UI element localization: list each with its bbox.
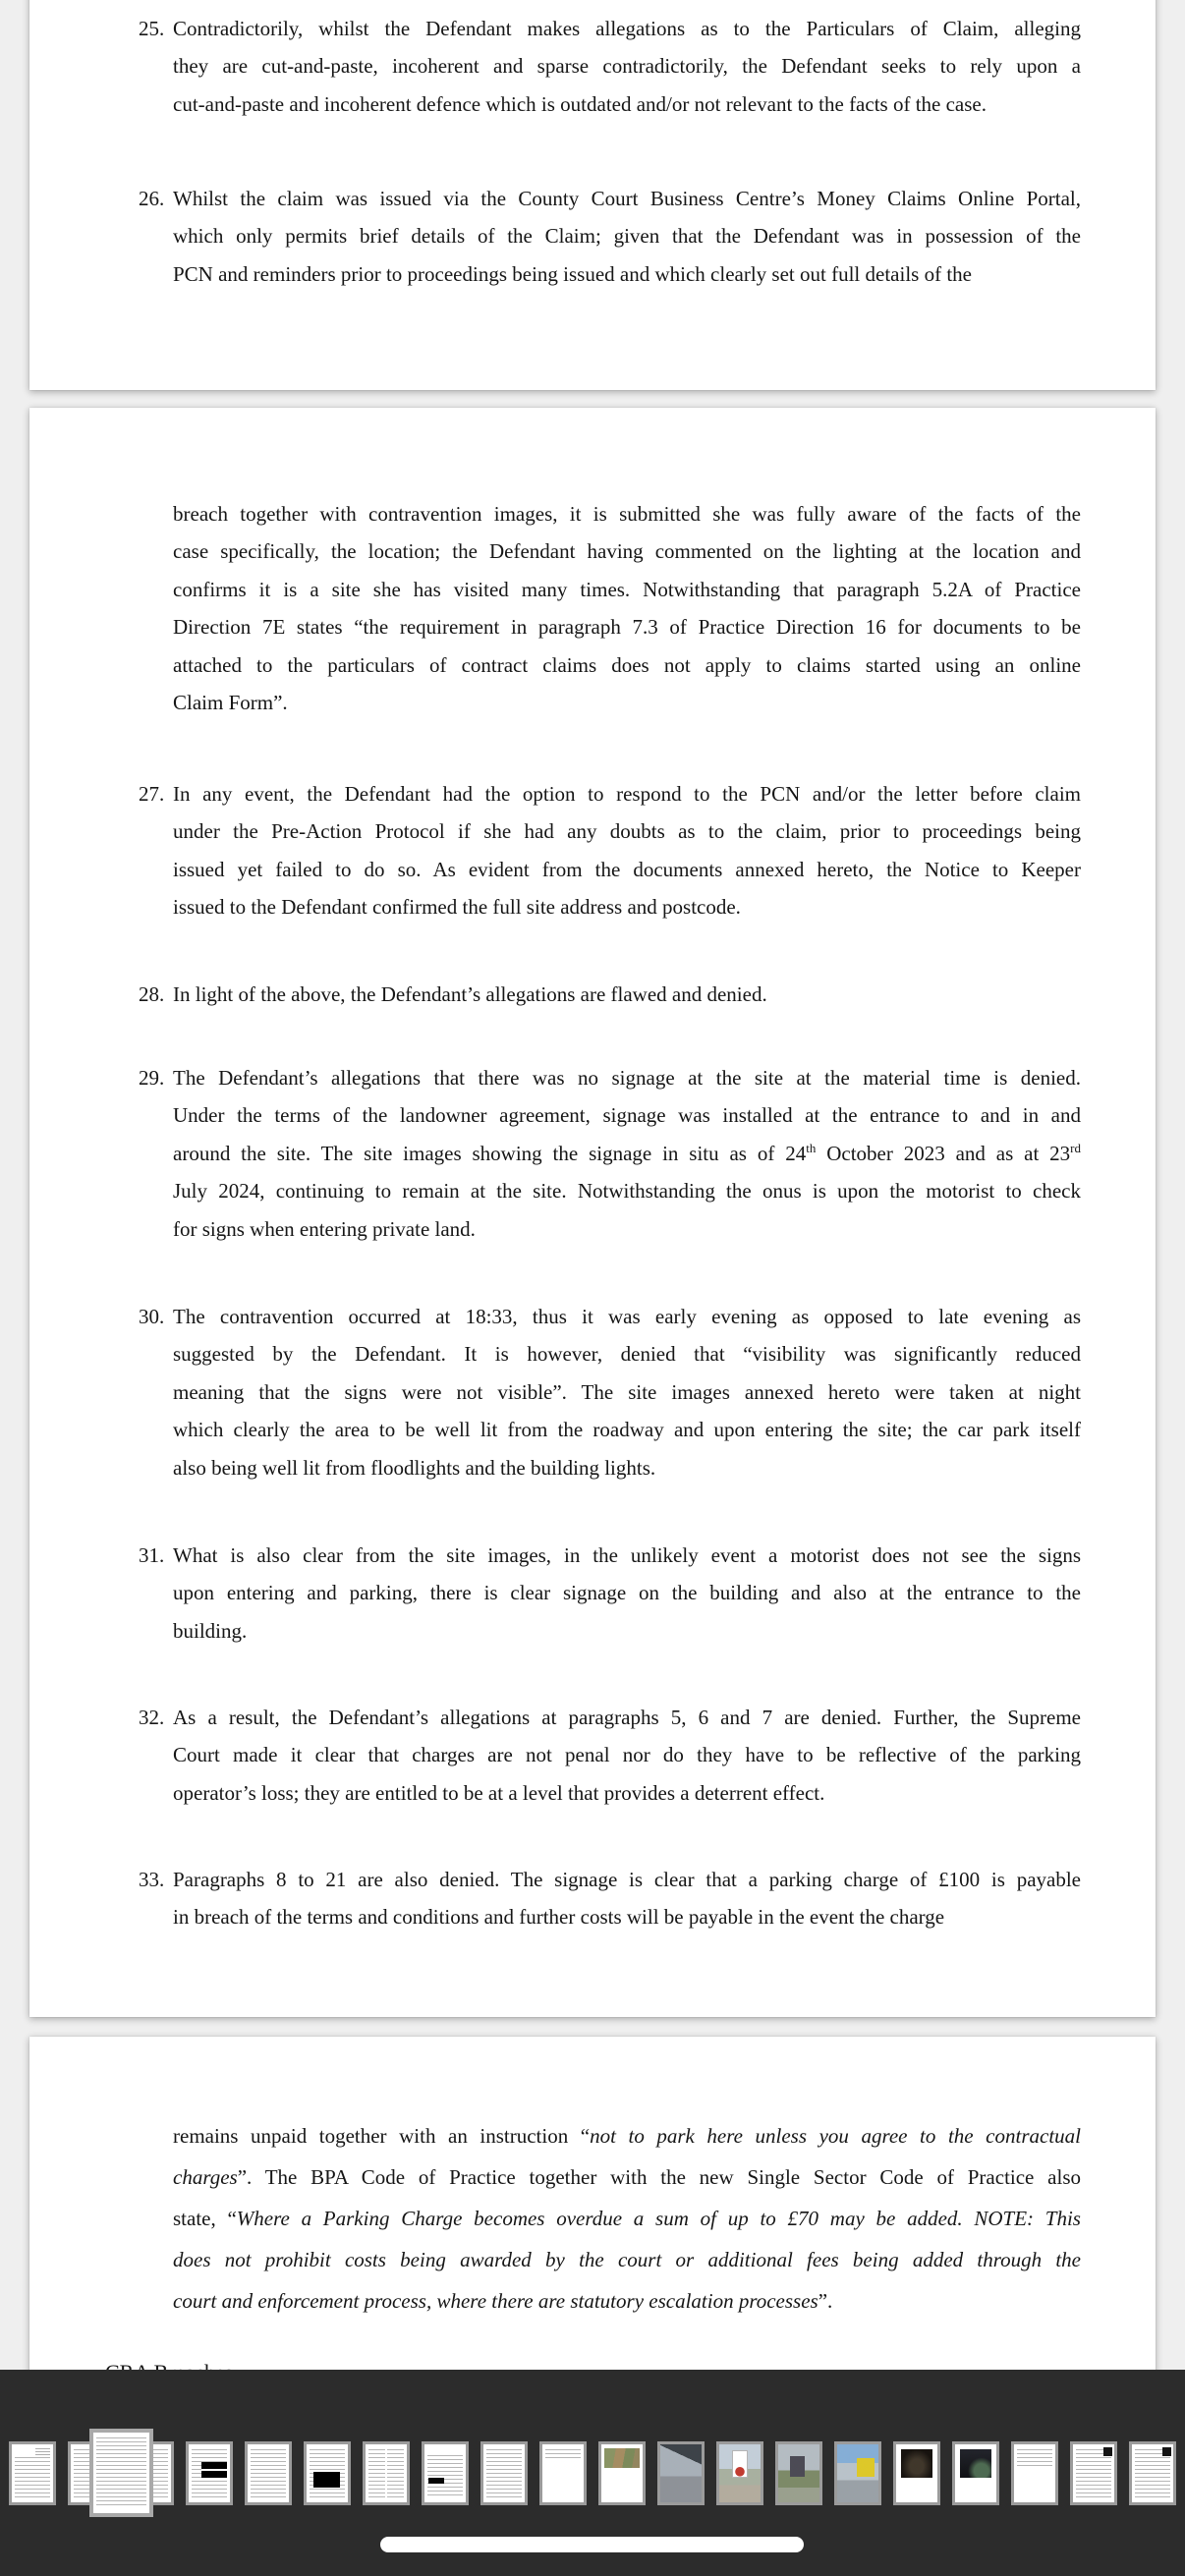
- text-line: issued yet failed to do so. As evident from the documents annexed hereto, the Notice to Keeper: [173, 857, 1081, 881]
- page-thumbnail[interactable]: [363, 2441, 410, 2505]
- thumbnail-page-preview: [12, 2444, 53, 2502]
- thumbnail-photo-preview: [896, 2444, 937, 2502]
- text-line: operator’s loss; they are entitled to be at a level that provides a deterrent effect.: [173, 1780, 825, 1805]
- text-line: they are cut-and-paste, incoherent and sparse contradictorily, the Defendant seeks to rely upon a: [173, 54, 1081, 79]
- paragraph-number: 26.: [139, 187, 165, 210]
- thumbnail-page-preview: [366, 2444, 407, 2502]
- text-line: does not prohibit costs being awarded by the court or additional fees being added through the: [173, 2248, 1081, 2271]
- text-line: In any event, the Defendant had the option to respond to the PCN and/or the letter before claim 27.: [139, 775, 1081, 812]
- text-line: which only permits brief details of the Claim; given that the Defendant was in possession of the: [173, 224, 1081, 249]
- thumbnail-page-preview: [424, 2444, 466, 2502]
- paragraph-27: [139, 775, 1081, 926]
- text-line: July 2024, continuing to remain at the site. Notwithstanding the onus is upon the motorist to check: [173, 1179, 1081, 1204]
- text-line: Claim Form”.: [173, 691, 288, 715]
- text-line: remains unpaid together with an instruction “not to park here unless you agree to the contractual: [173, 2124, 1081, 2148]
- paragraph-continuation: [139, 2115, 1081, 2322]
- text-line: suggested by the Defendant. It is however, denied that “visibility was significantly reduced: [173, 1342, 1081, 1367]
- page-thumbnail[interactable]: [598, 2441, 646, 2505]
- paragraph-29: [139, 1059, 1081, 1248]
- thumbnail-page-preview: [1132, 2444, 1173, 2502]
- page-thumbnail[interactable]: [893, 2441, 940, 2505]
- page-thumbnail[interactable]: [1129, 2441, 1176, 2505]
- page-thumbnail[interactable]: [834, 2441, 881, 2505]
- paragraph-28: [139, 976, 1081, 1013]
- text-line: meaning that the signs were not visible”. The site images annexed hereto were taken at night: [173, 1379, 1081, 1404]
- text-line: What is also clear from the site images, in the unlikely event a motorist does not see the signs 31.: [139, 1537, 1081, 1574]
- thumbnail-photo-preview: [837, 2444, 878, 2502]
- page-thumbnail[interactable]: [422, 2441, 469, 2505]
- page-thumbnail-selected[interactable]: [89, 2429, 153, 2517]
- paragraph-32: [139, 1699, 1081, 1812]
- text-line: cut-and-paste and incoherent defence which is outdated and/or not relevant to the facts of the case.: [173, 91, 987, 116]
- paragraph-number: 33.: [139, 1868, 165, 1891]
- text-line: under the Pre-Action Protocol if she had any doubts as to the claim, prior to proceedings being: [173, 819, 1081, 844]
- scroll-indicator[interactable]: [380, 2537, 804, 2552]
- thumbnail-page-preview: [93, 2433, 149, 2513]
- text-line: PCN and reminders prior to proceedings being issued and which clearly set out full details of the: [173, 261, 972, 286]
- paragraph-33: [139, 1861, 1081, 1936]
- thumbnail-photo-preview: [719, 2444, 761, 2502]
- paragraph-number: 29.: [139, 1066, 165, 1090]
- page-thumbnail[interactable]: [245, 2441, 292, 2505]
- text-line: In light of the above, the Defendant’s allegations are flawed and denied. 28.: [139, 976, 1081, 1013]
- page-thumbnail[interactable]: [952, 2441, 999, 2505]
- text-line: Court made it clear that charges are not penal nor do they have to be reflective of the parking: [173, 1743, 1081, 1767]
- text-line: Contradictorily, whilst the Defendant makes allegations as to the Particulars of Claim, alleging 25.: [139, 10, 1081, 47]
- thumbnail-photo-preview: [955, 2444, 996, 2502]
- thumbnail-page-preview: [248, 2444, 289, 2502]
- text-line: case specifically, the location; the Defendant having commented on the lighting at the location and: [173, 539, 1081, 564]
- text-line: which clearly the area to be well lit from the roadway and upon entering the site; the car park itself: [173, 1418, 1081, 1442]
- page-thumbnail[interactable]: [539, 2441, 587, 2505]
- thumbnail-page-preview: [542, 2444, 584, 2502]
- text-line: breach together with contravention images, it is submitted she was fully aware of the facts of the: [173, 502, 1081, 526]
- paragraph-continuation: [139, 495, 1081, 721]
- page-thumbnail[interactable]: [186, 2441, 233, 2505]
- text-line: charges”. The BPA Code of Practice together with the new Single Sector Code of Practice also: [173, 2165, 1081, 2189]
- text-line: upon entering and parking, there is clear signage on the building and also at the entrance to the: [173, 1581, 1081, 1605]
- paragraph-31: [139, 1537, 1081, 1650]
- page-thumbnail[interactable]: [1070, 2441, 1117, 2505]
- paragraph-number: 31.: [139, 1543, 165, 1567]
- paragraph-30: [139, 1298, 1081, 1486]
- text-line: The contravention occurred at 18:33, thus it was early evening as opposed to late evening as 30.: [139, 1298, 1081, 1335]
- thumbnail-photo-preview: [660, 2444, 702, 2502]
- thumbnail-page-preview: [483, 2444, 525, 2502]
- text-line: around the site. The site images showing the signage in situ as of 24th October 2023 and as at 23rd: [173, 1140, 1081, 1165]
- page-thumbnail[interactable]: [1011, 2441, 1058, 2505]
- text-line: Whilst the claim was issued via the County Court Business Centre’s Money Claims Online Portal, 26.: [139, 180, 1081, 217]
- text-line: court and enforcement process, where there are statutory escalation processes”.: [173, 2289, 833, 2313]
- paragraph-25: [139, 10, 1081, 123]
- text-line: As a result, the Defendant’s allegations at paragraphs 5, 6 and 7 are denied. Further, the Supreme 32.: [139, 1699, 1081, 1736]
- page-thumbnail[interactable]: [480, 2441, 528, 2505]
- thumbnail-photo-preview: [778, 2444, 819, 2502]
- paragraph-number: 28.: [139, 982, 165, 1006]
- page-thumbnail[interactable]: [716, 2441, 763, 2505]
- text-line: confirms it is a site she has visited many times. Notwithstanding that paragraph 5.2A of Practice: [173, 577, 1081, 601]
- text-line: Direction 7E states “the requirement in paragraph 7.3 of Practice Direction 16 for documents to be: [173, 615, 1081, 640]
- text-line: The Defendant’s allegations that there was no signage at the site at the material time is denied. 29.: [139, 1059, 1081, 1096]
- text-line: also being well lit from floodlights and the building lights.: [173, 1455, 656, 1480]
- thumbnail-photo-preview: [601, 2444, 643, 2502]
- document-page: [29, 0, 1156, 390]
- page-thumbnail[interactable]: [304, 2441, 351, 2505]
- paragraph-number: 27.: [139, 782, 165, 806]
- thumbnail-page-preview: [189, 2444, 230, 2502]
- paragraph-number: 25.: [139, 17, 165, 40]
- text-line: Under the terms of the landowner agreement, signage was installed at the entrance to and in and: [173, 1103, 1081, 1128]
- page-thumbnail[interactable]: [775, 2441, 822, 2505]
- document-page: [29, 408, 1156, 2017]
- text-line: building.: [173, 1618, 248, 1643]
- thumbnail-page-preview: [1073, 2444, 1114, 2502]
- text-line: state, “Where a Parking Charge becomes overdue a sum of up to £70 may be added. NOTE: This: [173, 2207, 1081, 2230]
- page-thumbnail[interactable]: [9, 2441, 56, 2505]
- paragraph-number: 32.: [139, 1706, 165, 1729]
- thumbnail-bar: [0, 2370, 1185, 2576]
- text-line: for signs when entering private land.: [173, 1216, 476, 1241]
- text-line: Paragraphs 8 to 21 are also denied. The signage is clear that a parking charge of £100 is payable 33.: [139, 1861, 1081, 1898]
- text-line: issued to the Defendant confirmed the full site address and postcode.: [173, 895, 741, 920]
- thumbnail-page-preview: [307, 2444, 348, 2502]
- page-thumbnail[interactable]: [657, 2441, 705, 2505]
- paragraph-26: [139, 180, 1081, 293]
- text-line: attached to the particulars of contract claims does not apply to claims started using an online: [173, 652, 1081, 677]
- thumbnail-page-preview: [1014, 2444, 1055, 2502]
- text-line: in breach of the terms and conditions and further costs will be payable in the event the charge: [173, 1905, 945, 1930]
- paragraph-number: 30.: [139, 1305, 165, 1328]
